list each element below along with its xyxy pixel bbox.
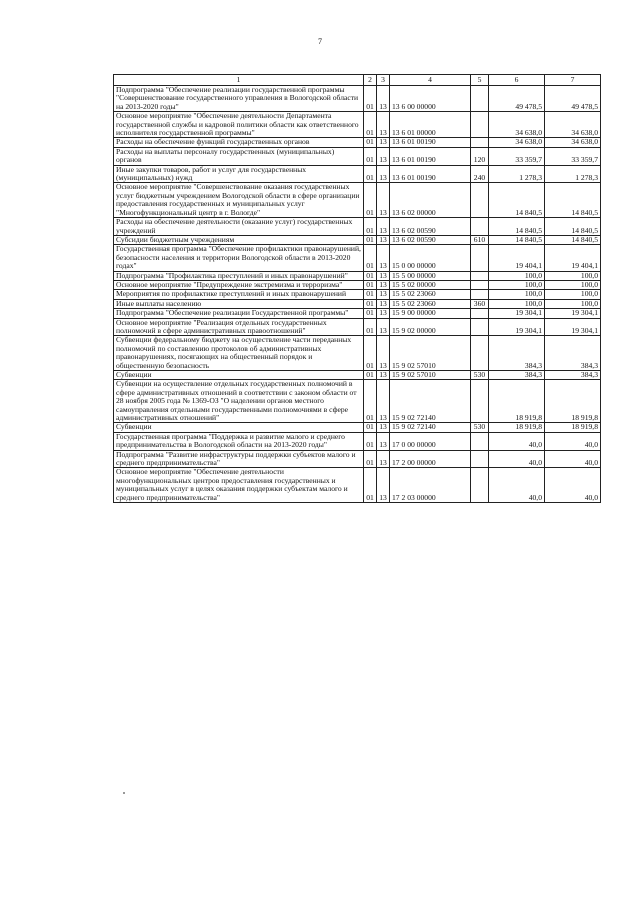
amount-col6-cell: 14 840,5 (489, 235, 545, 244)
page-number: 7 (318, 37, 322, 46)
table-row (114, 280, 601, 289)
table-row (114, 183, 601, 218)
table-header-row (114, 75, 601, 86)
amount-col7-cell: 14 840,5 (545, 235, 601, 244)
column-header-5: 5 (471, 75, 489, 86)
table-row (114, 271, 601, 280)
section-code-cell: 01 (364, 245, 377, 271)
row-name-cell: Расходы на выплаты персоналу государственных (муниципальных) органов (114, 147, 364, 165)
amount-col7-cell: 14 840,5 (545, 218, 601, 236)
section-code-cell: 01 (364, 380, 377, 423)
table-row (114, 468, 601, 503)
row-name-cell: Подпрограмма "Обеспечение реализации государственной программы "Совершенствование государственного управления в Вологодской области на 2013-2020 годы" (114, 86, 364, 112)
amount-col7-cell: 100,0 (545, 290, 601, 299)
expense-type-cell (471, 290, 489, 299)
subsection-code-cell: 13 (377, 380, 390, 423)
amount-col7-cell: 40,0 (545, 432, 601, 450)
expense-type-cell (471, 309, 489, 318)
table-row (114, 235, 601, 244)
table-row (114, 112, 601, 138)
expense-type-cell (471, 271, 489, 280)
amount-col6-cell: 19 404,1 (489, 245, 545, 271)
expense-type-cell (471, 468, 489, 503)
target-article-cell: 13 6 02 00590 (390, 235, 471, 244)
target-article-cell: 17 2 03 00000 (390, 468, 471, 503)
row-name-cell: Основное мероприятие "Совершенствование оказания государственных услуг бюджетным учреждением Вологодской области в сфере организации предоставления государственных и муниципальных услуг "Многофункциональный центр в г. Вологде" (114, 183, 364, 218)
section-code-cell: 01 (364, 271, 377, 280)
row-name-cell: Основное мероприятие "Реализация отдельных государственных полномочий в сфере административных правоотношений" (114, 318, 364, 336)
subsection-code-cell: 13 (377, 138, 390, 147)
section-code-cell: 01 (364, 290, 377, 299)
subsection-code-cell: 13 (377, 165, 390, 183)
expense-type-cell: 530 (471, 371, 489, 380)
table-row (114, 86, 601, 112)
section-code-cell: 01 (364, 318, 377, 336)
amount-col7-cell: 49 478,5 (545, 86, 601, 112)
subsection-code-cell: 13 (377, 280, 390, 289)
section-code-cell: 01 (364, 450, 377, 468)
target-article-cell: 13 6 02 00000 (390, 183, 471, 218)
section-code-cell: 01 (364, 86, 377, 112)
expense-type-cell (471, 432, 489, 450)
table-row (114, 371, 601, 380)
amount-col6-cell: 100,0 (489, 290, 545, 299)
amount-col7-cell: 14 840,5 (545, 183, 601, 218)
table-row (114, 432, 601, 450)
table-row (114, 218, 601, 236)
column-header-1: 1 (114, 75, 364, 86)
amount-col7-cell: 100,0 (545, 299, 601, 308)
amount-col7-cell: 100,0 (545, 271, 601, 280)
table-row (114, 147, 601, 165)
section-code-cell: 01 (364, 138, 377, 147)
row-name-cell: Государственная программа "Поддержка и развитие малого и среднего предпринимательства в Вологодской области на 2013-2020 годы" (114, 432, 364, 450)
amount-col6-cell: 33 359,7 (489, 147, 545, 165)
table-row (114, 450, 601, 468)
section-code-cell: 01 (364, 183, 377, 218)
amount-col6-cell: 40,0 (489, 450, 545, 468)
target-article-cell: 15 5 02 23060 (390, 299, 471, 308)
section-code-cell: 01 (364, 371, 377, 380)
section-code-cell: 01 (364, 112, 377, 138)
amount-col7-cell: 34 638,0 (545, 112, 601, 138)
amount-col6-cell: 19 304,1 (489, 309, 545, 318)
target-article-cell: 15 9 02 57010 (390, 336, 471, 371)
amount-col6-cell: 100,0 (489, 299, 545, 308)
amount-col6-cell: 49 478,5 (489, 86, 545, 112)
amount-col7-cell: 19 404,1 (545, 245, 601, 271)
expense-type-cell (471, 218, 489, 236)
table-row (114, 423, 601, 432)
amount-col6-cell: 18 919,8 (489, 423, 545, 432)
section-code-cell: 01 (364, 468, 377, 503)
table-row (114, 138, 601, 147)
row-name-cell: Подпрограмма "Обеспечение реализации Государственной программы" (114, 309, 364, 318)
row-name-cell: Подпрограмма "Развитие инфраструктуры поддержки субъектов малого и среднего предпринимательства" (114, 450, 364, 468)
target-article-cell: 17 0 00 00000 (390, 432, 471, 450)
subsection-code-cell: 13 (377, 147, 390, 165)
amount-col7-cell: 384,3 (545, 371, 601, 380)
subsection-code-cell: 13 (377, 318, 390, 336)
amount-col6-cell: 34 638,0 (489, 138, 545, 147)
subsection-code-cell: 13 (377, 235, 390, 244)
column-header-7: 7 (545, 75, 601, 86)
expense-type-cell (471, 138, 489, 147)
row-name-cell: Основное мероприятие "Обеспечение деятельности многофункциональных центров предоставления государственных и муниципальных услуг в целях оказания поддержки субъектам малого и среднего предпринимательства" (114, 468, 364, 503)
expense-type-cell: 530 (471, 423, 489, 432)
target-article-cell: 17 2 00 00000 (390, 450, 471, 468)
expense-type-cell (471, 336, 489, 371)
row-name-cell: Субсидии бюджетным учреждениям (114, 235, 364, 244)
row-name-cell: Иные закупки товаров, работ и услуг для государственных (муниципальных) нужд (114, 165, 364, 183)
target-article-cell: 15 0 00 00000 (390, 245, 471, 271)
subsection-code-cell: 13 (377, 112, 390, 138)
section-code-cell: 01 (364, 309, 377, 318)
row-name-cell: Иные выплаты населению (114, 299, 364, 308)
expense-type-cell: 360 (471, 299, 489, 308)
amount-col6-cell: 100,0 (489, 280, 545, 289)
target-article-cell: 15 9 02 57010 (390, 371, 471, 380)
table-row (114, 290, 601, 299)
row-name-cell: Расходы на обеспечение функций государственных органов (114, 138, 364, 147)
table-row (114, 309, 601, 318)
amount-col7-cell: 19 304,1 (545, 318, 601, 336)
table-row (114, 245, 601, 271)
subsection-code-cell: 13 (377, 218, 390, 236)
amount-col6-cell: 384,3 (489, 371, 545, 380)
row-name-cell: Субвенции (114, 371, 364, 380)
section-code-cell: 01 (364, 235, 377, 244)
subsection-code-cell: 13 (377, 450, 390, 468)
expense-type-cell (471, 245, 489, 271)
target-article-cell: 13 6 01 00000 (390, 112, 471, 138)
row-name-cell: Субвенции федеральному бюджету на осуществление части переданных полномочий по составлению протоколов об административных правонарушениях, посягающих на общественный порядок и общественную безопасность (114, 336, 364, 371)
subsection-code-cell: 13 (377, 468, 390, 503)
subsection-code-cell: 13 (377, 423, 390, 432)
section-code-cell: 01 (364, 432, 377, 450)
target-article-cell: 15 9 02 72140 (390, 423, 471, 432)
amount-col6-cell: 14 840,5 (489, 183, 545, 218)
section-code-cell: 01 (364, 423, 377, 432)
target-article-cell: 13 6 01 00190 (390, 147, 471, 165)
column-header-4: 4 (390, 75, 471, 86)
expense-type-cell (471, 280, 489, 289)
row-name-cell: Расходы на обеспечение деятельности (оказание услуг) государственных учреждений (114, 218, 364, 236)
scan-speck (123, 792, 125, 794)
row-name-cell: Основное мероприятие "Предупреждение экстремизма и терроризма" (114, 280, 364, 289)
subsection-code-cell: 13 (377, 245, 390, 271)
table-row (114, 380, 601, 423)
subsection-code-cell: 13 (377, 290, 390, 299)
subsection-code-cell: 13 (377, 371, 390, 380)
subsection-code-cell: 13 (377, 271, 390, 280)
amount-col6-cell: 14 840,5 (489, 218, 545, 236)
amount-col6-cell: 18 919,8 (489, 380, 545, 423)
target-article-cell: 15 9 00 00000 (390, 309, 471, 318)
target-article-cell: 13 6 01 00190 (390, 165, 471, 183)
section-code-cell: 01 (364, 147, 377, 165)
amount-col7-cell: 33 359,7 (545, 147, 601, 165)
row-name-cell: Субвенции (114, 423, 364, 432)
amount-col6-cell: 1 278,3 (489, 165, 545, 183)
table-row (114, 299, 601, 308)
amount-col7-cell: 1 278,3 (545, 165, 601, 183)
row-name-cell: Основное мероприятие "Обеспечение деятельности Департамента государственной службы и кадровой политики области как ответственного исполнителя государственной программы" (114, 112, 364, 138)
section-code-cell: 01 (364, 218, 377, 236)
row-name-cell: Государственная программа "Обеспечение профилактики правонарушений, безопасности населения и территории Вологодской области в 2013-2020 годах" (114, 245, 364, 271)
table-row (114, 336, 601, 371)
amount-col7-cell: 384,3 (545, 336, 601, 371)
amount-col6-cell: 100,0 (489, 271, 545, 280)
target-article-cell: 13 6 00 00000 (390, 86, 471, 112)
expense-type-cell (471, 450, 489, 468)
amount-col6-cell: 40,0 (489, 468, 545, 503)
amount-col7-cell: 19 304,1 (545, 309, 601, 318)
target-article-cell: 15 5 02 23060 (390, 290, 471, 299)
target-article-cell: 15 5 00 00000 (390, 271, 471, 280)
amount-col7-cell: 40,0 (545, 468, 601, 503)
row-name-cell: Субвенции на осуществление отдельных государственных полномочий в сфере административных отношений в соответствии с законом области от 28 ноября 2005 года № 1369-ОЗ "О наделении органов местного самоуправления отдельными государственными полномочиями в сфере административных отношений" (114, 380, 364, 423)
column-header-2: 2 (364, 75, 377, 86)
expense-type-cell: 610 (471, 235, 489, 244)
section-code-cell: 01 (364, 299, 377, 308)
amount-col6-cell: 19 304,1 (489, 318, 545, 336)
row-name-cell: Мероприятия по профилактике преступлений и иных правонарушений (114, 290, 364, 299)
table-row (114, 165, 601, 183)
target-article-cell: 15 9 02 00000 (390, 318, 471, 336)
expense-type-cell (471, 380, 489, 423)
table-row (114, 318, 601, 336)
expense-type-cell (471, 318, 489, 336)
expense-type-cell (471, 112, 489, 138)
column-header-3: 3 (377, 75, 390, 86)
expense-type-cell: 240 (471, 165, 489, 183)
target-article-cell: 15 9 02 72140 (390, 380, 471, 423)
subsection-code-cell: 13 (377, 183, 390, 218)
amount-col7-cell: 18 919,8 (545, 380, 601, 423)
amount-col7-cell: 40,0 (545, 450, 601, 468)
expense-type-cell (471, 183, 489, 218)
amount-col7-cell: 100,0 (545, 280, 601, 289)
section-code-cell: 01 (364, 165, 377, 183)
subsection-code-cell: 13 (377, 86, 390, 112)
column-header-6: 6 (489, 75, 545, 86)
amount-col6-cell: 40,0 (489, 432, 545, 450)
subsection-code-cell: 13 (377, 309, 390, 318)
expense-type-cell (471, 86, 489, 112)
target-article-cell: 13 6 02 00590 (390, 218, 471, 236)
budget-table (113, 74, 601, 503)
expense-type-cell: 120 (471, 147, 489, 165)
amount-col6-cell: 384,3 (489, 336, 545, 371)
target-article-cell: 13 6 01 00190 (390, 138, 471, 147)
subsection-code-cell: 13 (377, 432, 390, 450)
subsection-code-cell: 13 (377, 336, 390, 371)
target-article-cell: 15 5 02 00000 (390, 280, 471, 289)
subsection-code-cell: 13 (377, 299, 390, 308)
section-code-cell: 01 (364, 280, 377, 289)
amount-col7-cell: 34 638,0 (545, 138, 601, 147)
amount-col6-cell: 34 638,0 (489, 112, 545, 138)
amount-col7-cell: 18 919,8 (545, 423, 601, 432)
section-code-cell: 01 (364, 336, 377, 371)
row-name-cell: Подпрограмма "Профилактика преступлений и иных правонарушений" (114, 271, 364, 280)
